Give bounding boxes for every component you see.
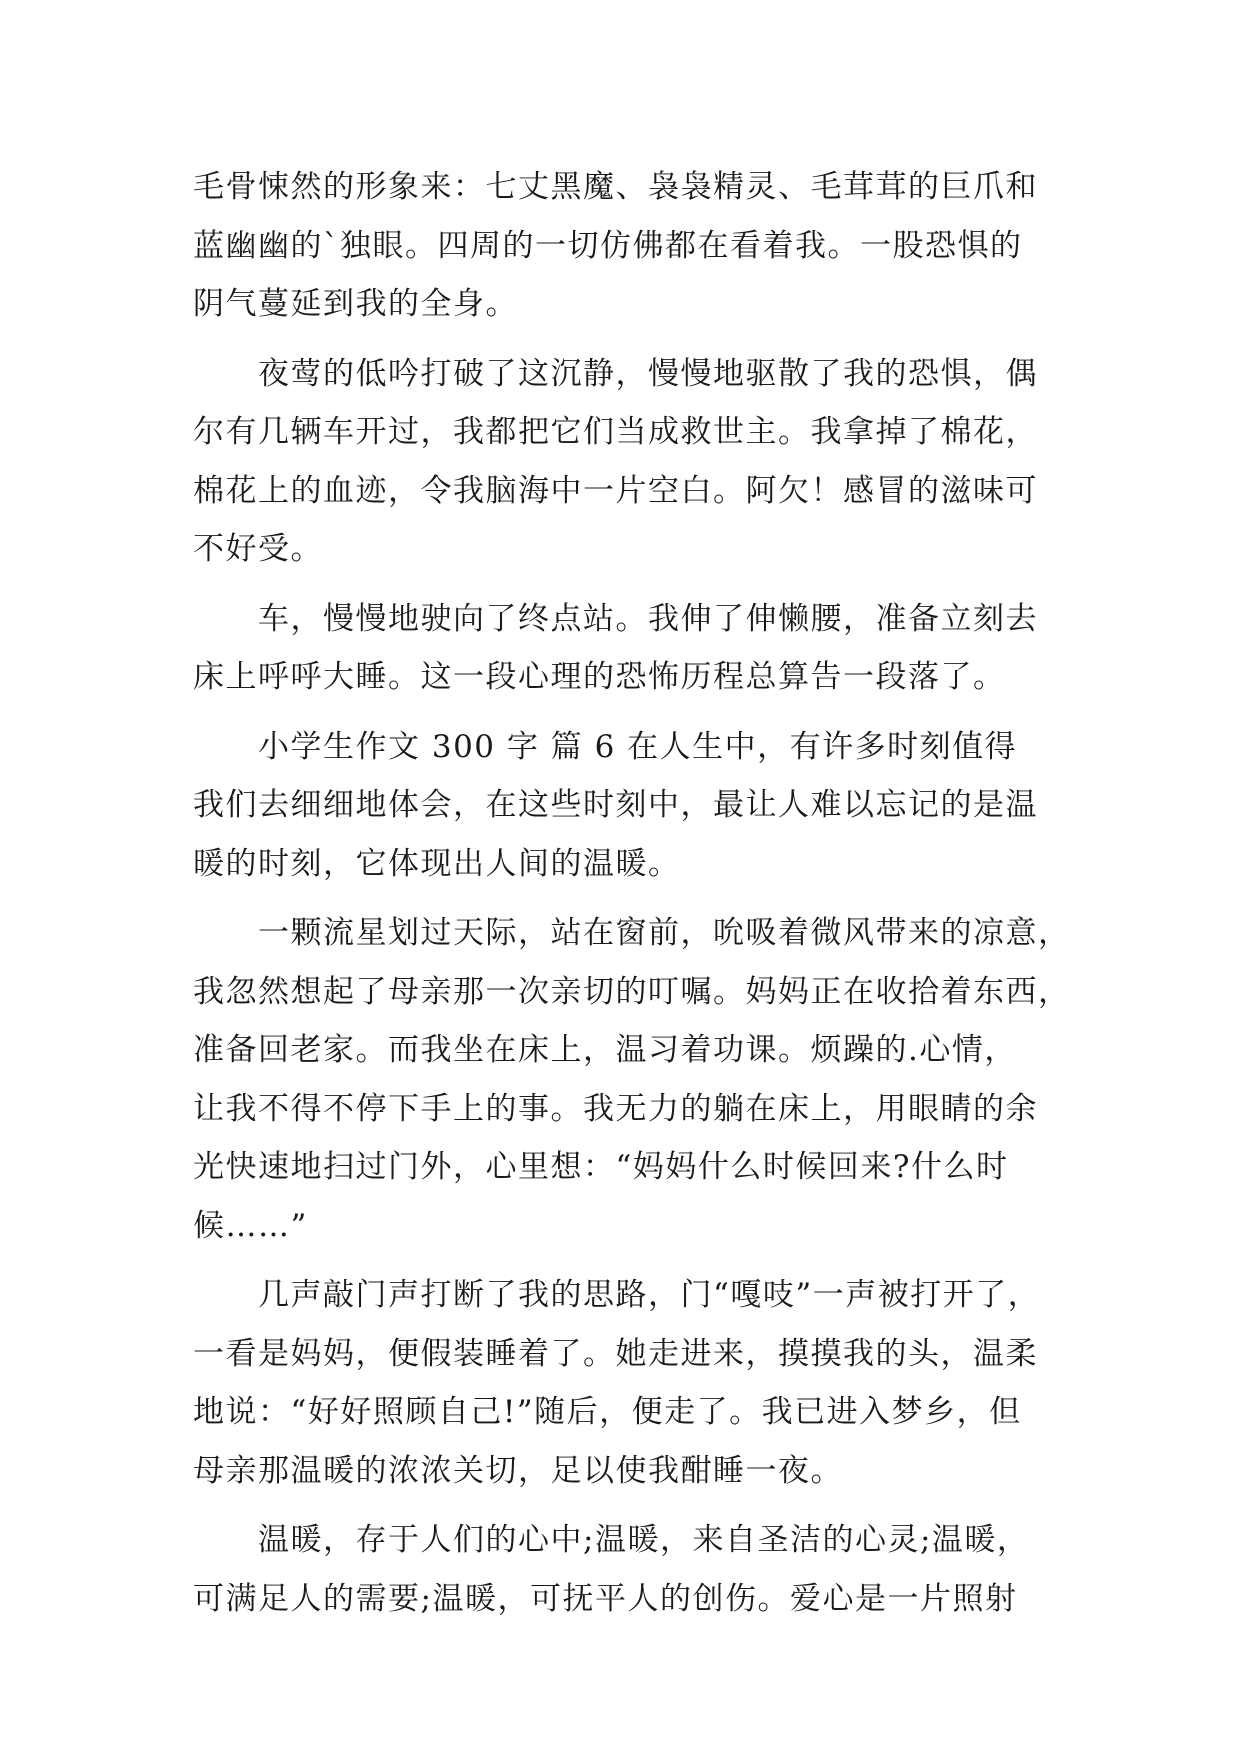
text-line: 可满足人的需要;温暖，可抚平人的创伤。爱心是一片照射 [193, 1580, 1018, 1617]
text-line: 不好受。 [193, 531, 323, 567]
text-line: 车，慢慢地驶向了终点站。我伸了伸懒腰，准备立刻去 [258, 600, 1038, 637]
text-line: 毛骨悚然的形象来：七丈黑魔、袅袅精灵、毛茸茸的巨爪和 [193, 169, 1038, 205]
text-line: 蓝幽幽的`独眼。四周的一切仿佛都在看着我。一股恐惧的 [193, 227, 1023, 264]
text-line: 阴气蔓延到我的全身。 [193, 286, 518, 322]
text-line: 一颗流星划过天际，站在窗前，吮吸着微风带来的凉意， [258, 915, 1071, 951]
text-line: 温暖，存于人们的心中;温暖，来自圣洁的心灵;温暖， [258, 1522, 1030, 1558]
text-line: 准备回老家。而我坐在床上，温习着功课。烦躁的.心情， [193, 1032, 1017, 1068]
text-line: 暖的时刻，它体现出人间的温暖。 [193, 845, 681, 882]
paragraph-section-heading [193, 718, 1053, 894]
text-line: 候……” [193, 1207, 308, 1244]
text-line: 小学生作文 300 字 篇 6 在人生中，有许多时刻值得 [258, 728, 1018, 765]
text-line: 地说：“好好照顾自己!”随后，便走了。我已进入梦乡，但 [193, 1394, 1022, 1430]
paragraph [193, 158, 1053, 334]
text-line: 我们去细细地体会，在这些时刻中，最让人难以忘记的是温 [193, 787, 1038, 823]
paragraph [193, 1511, 1053, 1628]
text-line: 棉花上的血迹，令我脑海中一片空白。阿欠！感冒的滋味可 [193, 472, 1038, 509]
paragraph [193, 590, 1053, 707]
text-line: 母亲那温暖的浓浓关切，足以使我酣睡一夜。 [193, 1452, 843, 1489]
essay-body [193, 158, 1071, 1628]
text-line: 让我不得不停下手上的事。我无力的躺在床上，用眼睛的余 [193, 1090, 1038, 1127]
text-line: 光快速地扫过门外，心里想：“妈妈什么时候回来?什么时 [193, 1149, 1009, 1185]
text-line: 床上呼呼大睡。这一段心理的恐怖历程总算告一段落了。 [193, 659, 1006, 695]
text-line: 一看是妈妈，便假装睡着了。她走进来，摸摸我的头，温柔 [193, 1335, 1038, 1372]
text-line: 几声敲门声打断了我的思路，门“嘎吱”一声被打开了， [258, 1277, 1041, 1313]
text-line: 夜莺的低吟打破了这沉静，慢慢地驱散了我的恐惧，偶 [258, 355, 1038, 392]
text-line: 尔有几辆车开过，我都把它们当成救世主。我拿掉了棉花， [193, 414, 1038, 450]
paragraph [193, 904, 1071, 1255]
paragraph [193, 1266, 1053, 1500]
text-line: 我忽然想起了母亲那一次亲切的叮嘱。妈妈正在收拾着东西， [193, 973, 1071, 1010]
paragraph [193, 345, 1053, 579]
